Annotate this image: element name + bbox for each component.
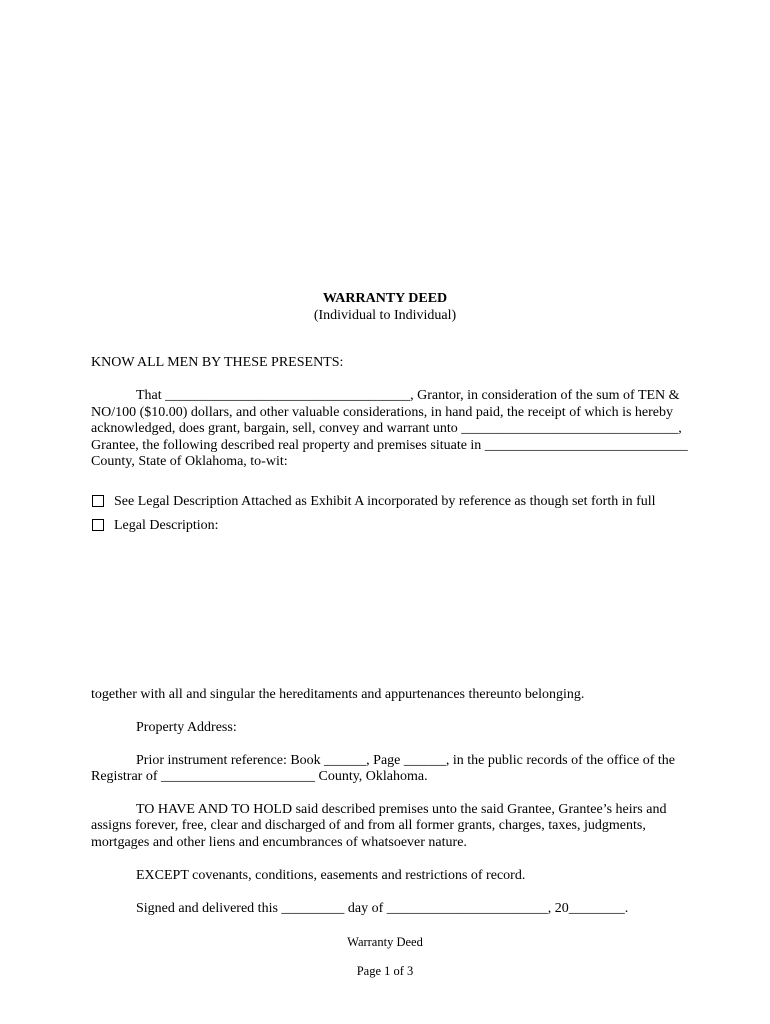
legal-description-label: Legal Description: <box>114 518 219 533</box>
legal-description-checkbox[interactable] <box>92 519 104 531</box>
document-subtitle: (Individual to Individual) <box>313 308 457 323</box>
exhibit-option-label: See Legal Description Attached as Exhibit A incorporated by reference as though set forth in full <box>114 494 656 509</box>
footer-label: Warranty Deed <box>347 935 423 949</box>
grant-line-1: That ___________________________________, Grantor, in consideration of the sum of TEN & <box>136 388 680 403</box>
prior-instrument-line-2: Registrar of ______________________ County, Oklahoma. <box>91 769 428 784</box>
grant-line-5: County, State of Oklahoma, to-wit: <box>91 454 288 469</box>
document-title: WARRANTY DEED <box>322 291 448 306</box>
habendum-line-3: mortgages and other liens and encumbrances of whatsoever nature. <box>91 835 467 850</box>
prior-instrument-line-1: Prior instrument reference: Book ______, Page ______, in the public records of the office of the <box>136 753 675 768</box>
grant-line-2: NO/100 ($10.00) dollars, and other valuable considerations, in hand paid, the receipt of which is hereby <box>91 405 674 420</box>
habendum-line-1: TO HAVE AND TO HOLD said described premises unto the said Grantee, Grantee’s heirs and <box>136 802 667 817</box>
signed-line: Signed and delivered this _________ day of _______________________, 20________. <box>136 901 629 916</box>
exhibit-checkbox[interactable] <box>92 495 104 507</box>
grant-line-4: Grantee, the following described real property and premises situate in _____________________________ <box>91 438 688 453</box>
except-clause: EXCEPT covenants, conditions, easements and restrictions of record. <box>136 868 526 883</box>
preamble: KNOW ALL MEN BY THESE PRESENTS: <box>91 355 344 370</box>
property-address-label: Property Address: <box>136 720 237 735</box>
habendum-line-2: assigns forever, free, clear and discharged of and from all former grants, charges, taxes, judgments, <box>91 818 646 833</box>
page-number: Page 1 of 3 <box>356 964 414 978</box>
together-clause: together with all and singular the hereditaments and appurtenances thereunto belonging. <box>91 687 585 702</box>
grant-line-3: acknowledged, does grant, bargain, sell, convey and warrant unto _______________________________, <box>91 421 682 436</box>
